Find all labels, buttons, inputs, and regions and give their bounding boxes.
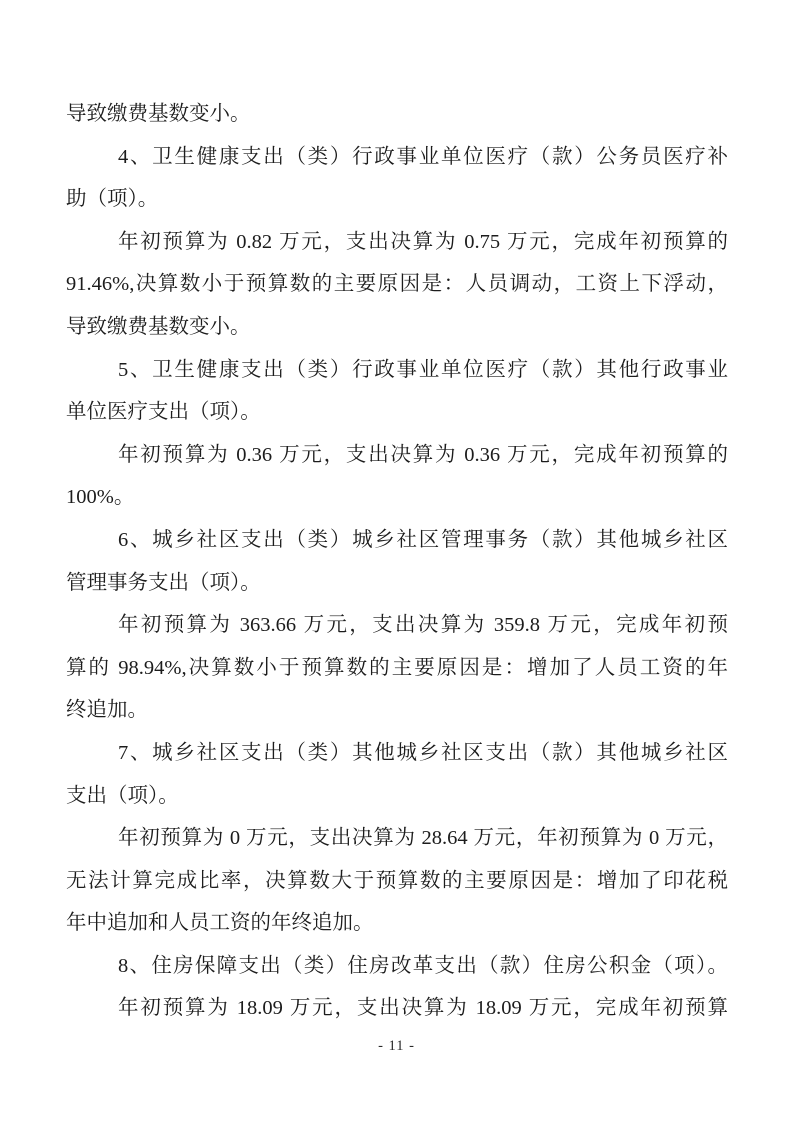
text-line: 导致缴费基数变小。 (66, 315, 251, 338)
para-continuation (66, 93, 728, 136)
text-line: 年初预算为 0 万元，支出决算为 28.64 万元，年初预算为 0 万元， (118, 827, 728, 850)
text-line: 无法计算完成比率，决算数大于预算数的主要原因是：增加了印花税 (66, 869, 728, 892)
text-line: 7、城乡社区支出（类）其他城乡社区支出（款）其他城乡社区 (118, 741, 728, 764)
text-line: 年初预算为 363.66 万元，支出决算为 359.8 万元，完成年初预 (118, 614, 728, 637)
text-line: 导致缴费基数变小。 (66, 103, 251, 125)
text-line: 年初预算为 0.36 万元，支出决算为 0.36 万元，完成年初预算的 (118, 443, 728, 466)
text-line: 管理事务支出（项）。 (66, 571, 261, 594)
text-line: 5、卫生健康支出（类）行政事业单位医疗（款）其他行政事业 (118, 358, 728, 381)
para-item-4-heading (66, 136, 728, 221)
para-item-7-detail (66, 817, 728, 945)
para-item-6-detail (66, 604, 728, 732)
text-line: 年初预算为 0.82 万元，支出决算为 0.75 万元，完成年初预算的 (118, 230, 728, 253)
para-item-8-detail (66, 987, 728, 1030)
text-line: 支出（项）。 (66, 784, 179, 807)
text-line: 91.46%,决算数小于预算数的主要原因是：人员调动，工资上下浮动， (66, 273, 728, 296)
para-item-5-detail (66, 434, 728, 519)
text-line: 6、城乡社区支出（类）城乡社区管理事务（款）其他城乡社区 (118, 528, 728, 551)
text-line: 算的 98.94%,决算数小于预算数的主要原因是：增加了人员工资的年 (66, 656, 728, 679)
page-number: - 11 - (378, 1038, 415, 1054)
text-line: 助（项）。 (66, 188, 159, 211)
text-line: 年中追加和人员工资的年终追加。 (66, 912, 374, 935)
text-line: 100%。 (66, 486, 135, 509)
document-body (66, 93, 728, 1030)
para-item-4-detail (66, 221, 728, 349)
text-line: 4、卫生健康支出（类）行政事业单位医疗（款）公务员医疗补 (118, 145, 728, 168)
para-item-7-heading (66, 732, 728, 817)
text-line: 单位医疗支出（项）。 (66, 401, 261, 424)
para-item-6-heading (66, 519, 728, 604)
text-line: 8、住房保障支出（类）住房改革支出（款）住房公积金（项）。 (118, 954, 728, 977)
para-item-5-heading (66, 349, 728, 434)
para-item-8-heading (66, 945, 728, 988)
text-line: 终追加。 (66, 699, 148, 722)
text-line: 年初预算为 18.09 万元，支出决算为 18.09 万元，完成年初预算 (118, 997, 728, 1020)
